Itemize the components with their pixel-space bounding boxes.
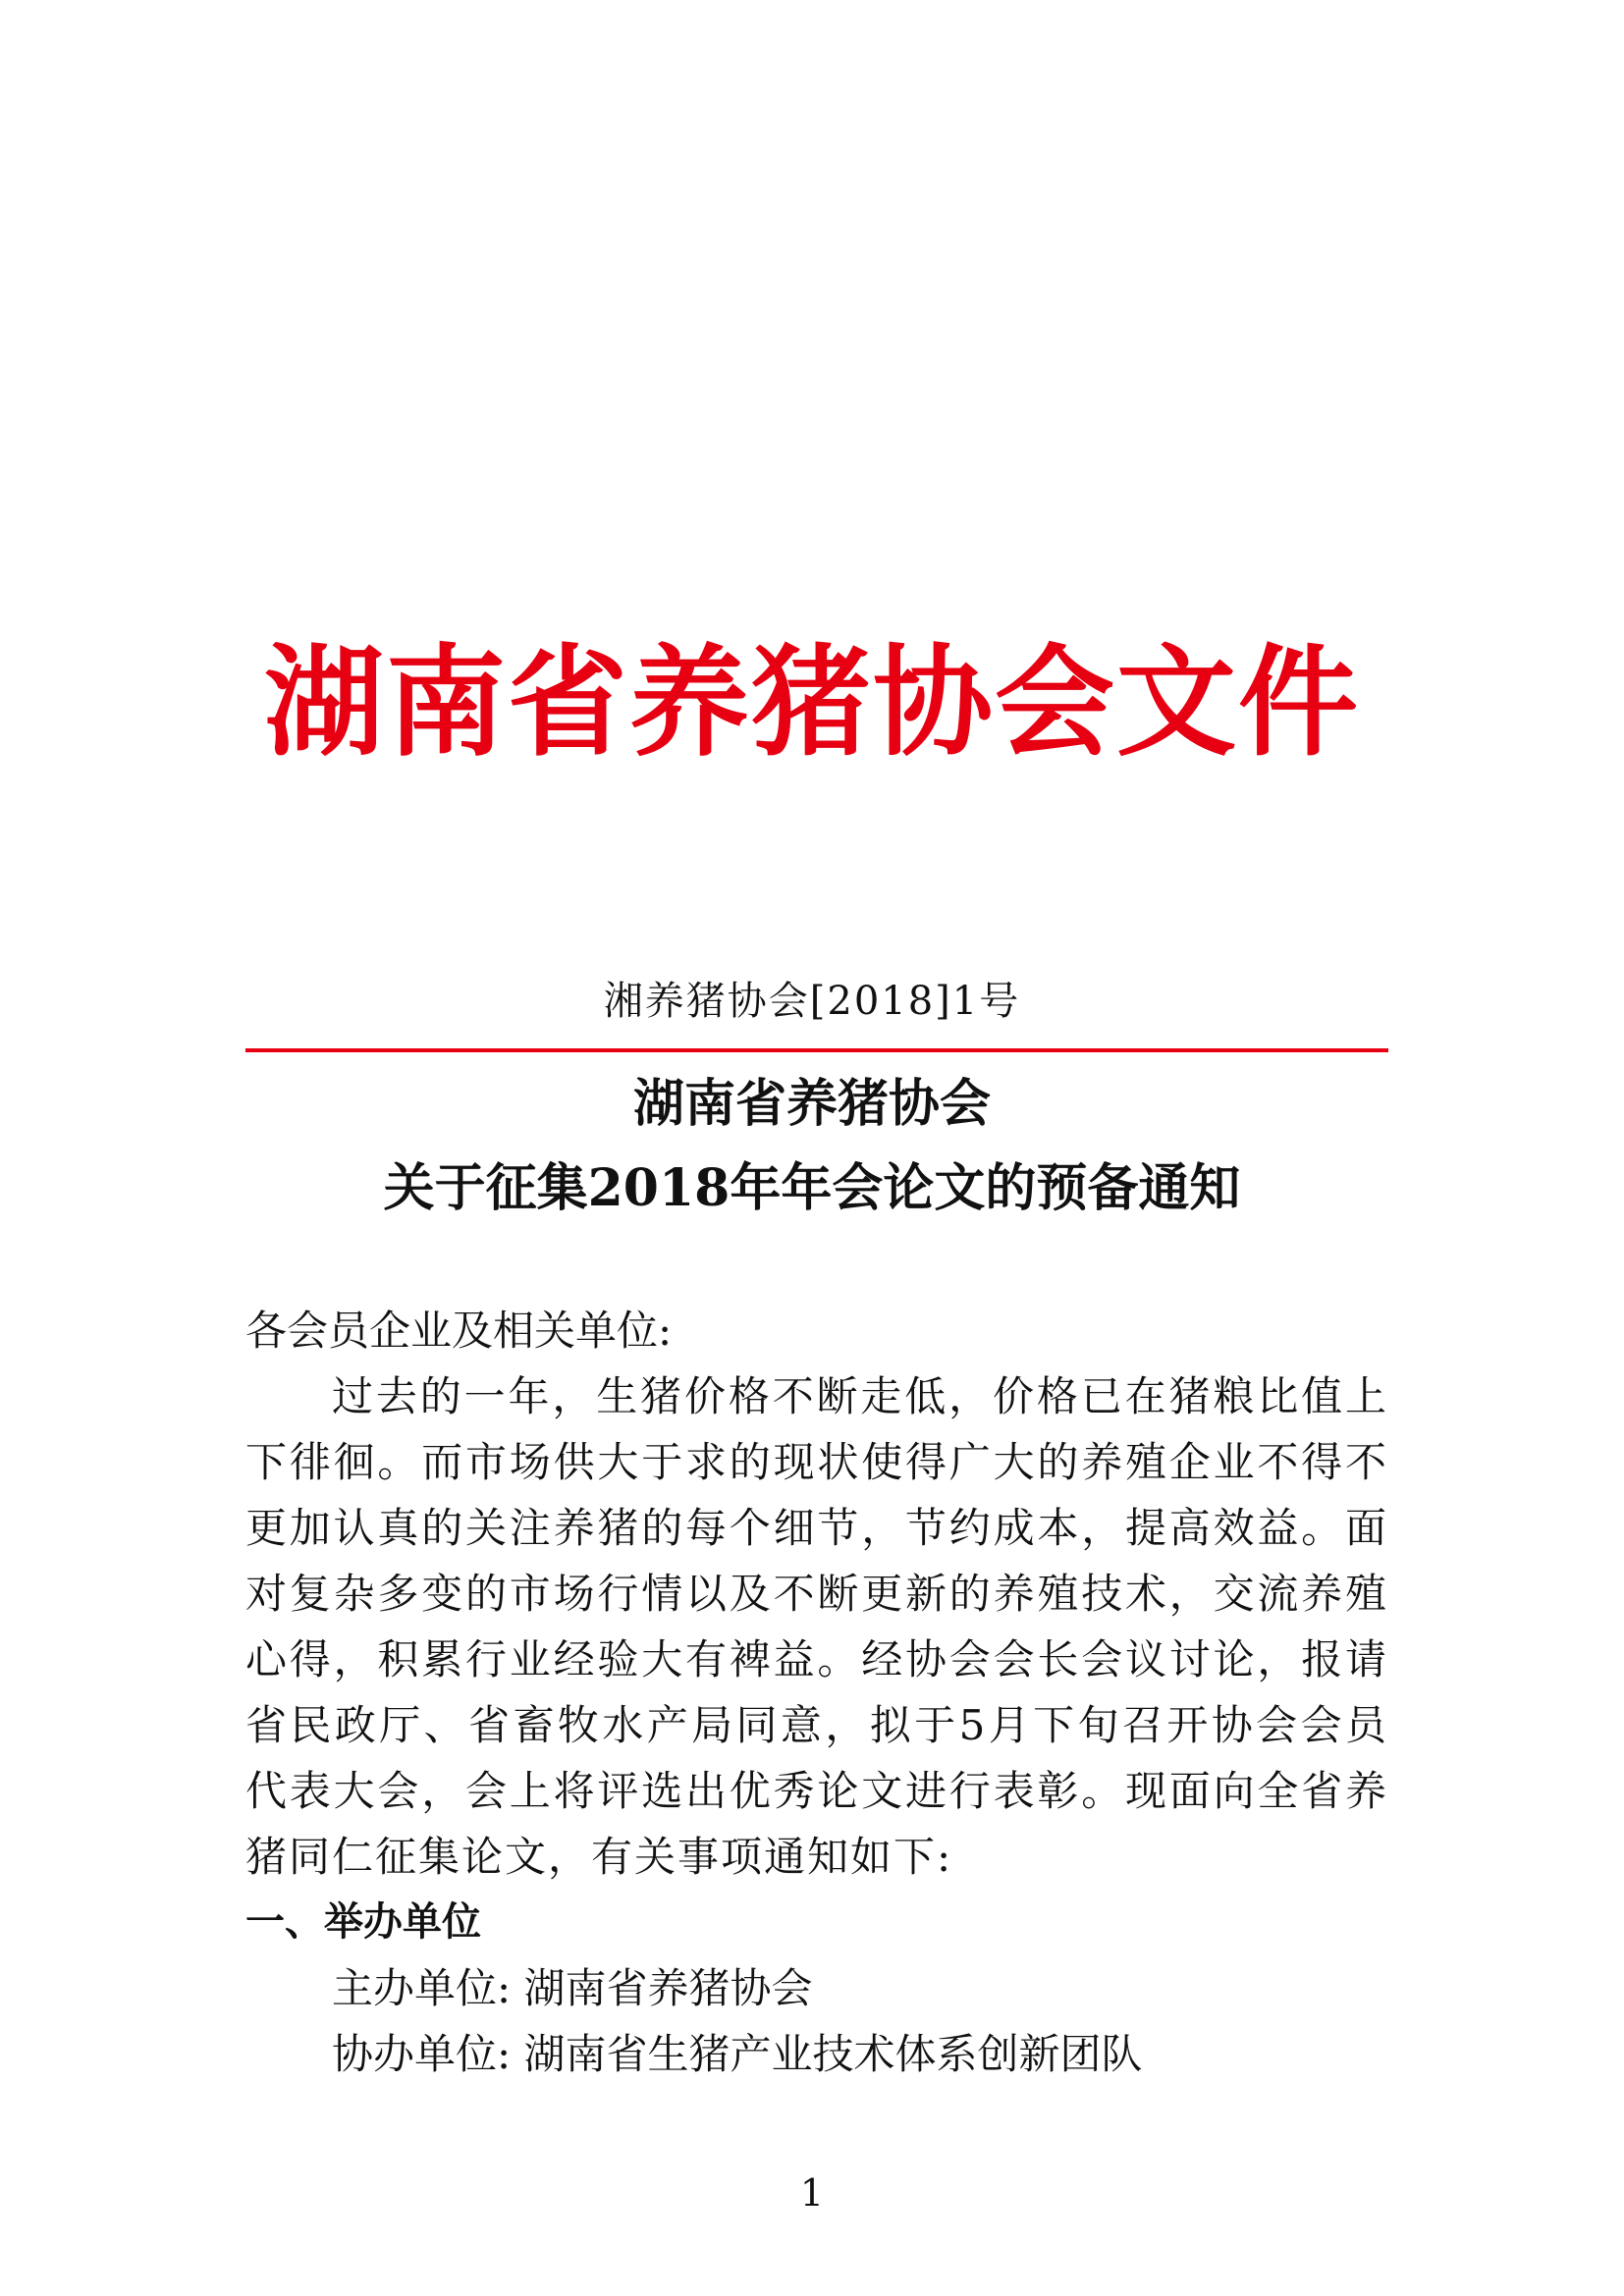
salutation: 各会员企业及相关单位:	[245, 1307, 673, 1355]
section-heading: 一、举办单位	[245, 1899, 481, 1945]
host-organization	[245, 1955, 1388, 2021]
co-host-organization	[245, 2021, 1388, 2087]
notice-title-line-2: 关于征集2018年年会论文的预备通知	[383, 1158, 1241, 1218]
notice-body	[245, 1298, 1388, 2087]
document-number: 湘养猪协会[2018]1号	[603, 979, 1021, 1024]
page-number: 1	[799, 2171, 825, 2215]
header-divider	[245, 1048, 1388, 1052]
body-paragraph: 过去的一年，生猪价格不断走低，价格已在猪粮比值上下徘徊。而市场供大于求的现状使得广大的养殖企业不得不更加认真的关注养猪的每个细节，节约成本，提高效益。面对复杂多变的市场行情以及不断更新的养殖技术，交流养殖心得，积累行业经验大有裨益。经协会会长会议讨论，报请省民政厅、省畜牧水产局同意，拟于5月下旬召开协会会员代表大会，会上将评选出优秀论文进行表彰。现面向全省养猪同仁征集论文，有关事项通知如下:	[245, 1372, 1388, 1881]
co-host-value: 湖南省生猪产业技术体系创新团队	[523, 2030, 1143, 2078]
host-value: 湖南省养猪协会	[523, 1964, 813, 2012]
notice-title-line-1: 湖南省养猪协会	[632, 1074, 991, 1134]
document-header-title: 湖南省养猪协会文件	[264, 631, 1360, 773]
host-label: 主办单位:	[332, 1964, 512, 2012]
co-host-label: 协办单位:	[332, 2030, 512, 2078]
